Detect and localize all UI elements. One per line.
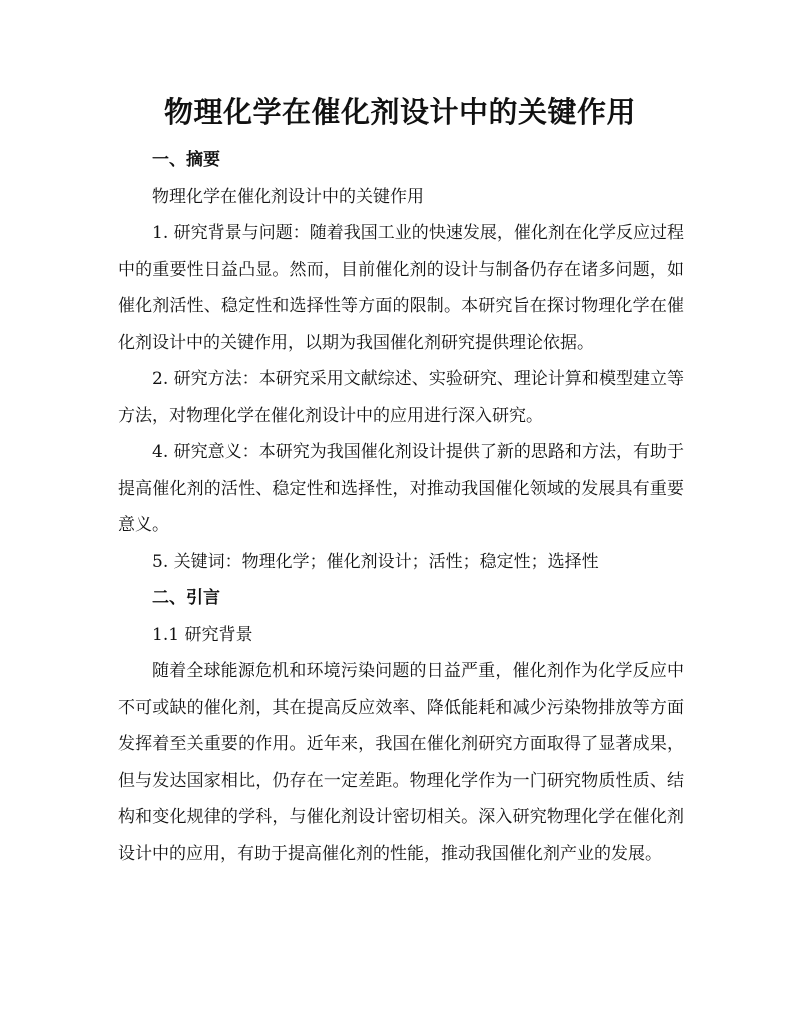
subsection-heading-background: 1.1 研究背景 — [152, 624, 253, 645]
abstract-item-4: 4. 研究意义：本研究为我国催化剂设计提供了新的思路和方法，有助于提高催化剂的活性、稳定性和选择性，对推动我国催化领域的发展具有重要意义。 — [118, 442, 684, 535]
abstract-subtitle: 物理化学在催化剂设计中的关键作用 — [152, 186, 424, 207]
section-heading-abstract: 一、摘要 — [152, 150, 220, 170]
introduction-paragraph: 随着全球能源危机和环境污染问题的日益严重，催化剂作为化学反应中不可或缺的催化剂，其在提高反应效率、降低能耗和减少污染物排放等方面发挥着至关重要的作用。近年来，我国在催化剂研究方面取得了显著成果，但与发达国家相比，仍存在一定差距。物理化学作为一门研究物质性质、结构和变化规律的学科，与催化剂设计密切相关。深入研究物理化学在催化剂设计中的应用，有助于提高催化剂的性能，推动我国催化剂产业的发展。 — [118, 661, 684, 864]
abstract-item-2: 2. 研究方法：本研究采用文献综述、实验研究、理论计算和模型建立等方法，对物理化学在催化剂设计中的应用进行深入研究。 — [118, 369, 684, 426]
document-body — [118, 142, 684, 872]
document-title: 物理化学在催化剂设计中的关键作用 — [163, 95, 636, 129]
abstract-item-1: 1. 研究背景与问题：随着我国工业的快速发展，催化剂在化学反应过程中的重要性日益凸显。然而，目前催化剂的设计与制备仍存在诸多问题，如催化剂活性、稳定性和选择性等方面的限制。本研究旨在探讨物理化学在催化剂设计中的关键作用，以期为我国催化剂研究提供理论依据。 — [118, 223, 684, 353]
section-heading-introduction: 二、引言 — [152, 588, 220, 608]
abstract-item-5: 5. 关键词：物理化学；催化剂设计；活性；稳定性；选择性 — [152, 551, 599, 572]
